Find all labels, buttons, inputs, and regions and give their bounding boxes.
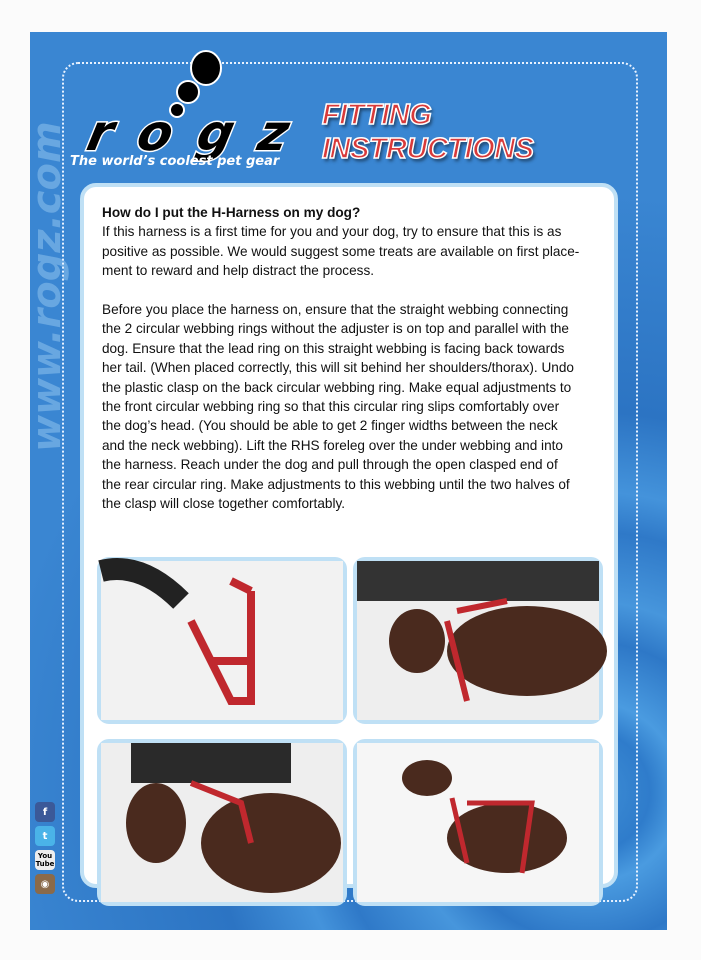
- line: positive as possible. We would suggest some treats are available on first place-: [102, 243, 580, 259]
- facebook-icon[interactable]: f: [35, 802, 55, 822]
- youtube-icon[interactable]: You Tube: [35, 852, 55, 868]
- paragraph-1: [102, 222, 602, 280]
- line: ment to reward and help distract the process.: [102, 263, 375, 279]
- flyer-panel: [24, 32, 667, 930]
- line: and the neck webbing). Lift the RHS foreleg over the under webbing and into: [102, 437, 563, 453]
- svg-text:rogz: rogz: [82, 103, 295, 162]
- title-line-1: FITTING: [322, 99, 432, 131]
- photo-dog-1: [353, 557, 603, 724]
- line: If this harness is a first time for you and your dog, try to ensure that this is as: [102, 224, 562, 240]
- harness-image: [101, 561, 343, 720]
- website-watermark: www.rogz.com: [24, 121, 70, 452]
- line: the rear circular ring. Make adjustments to this webbing until the two halves of: [102, 476, 570, 492]
- line: the front circular webbing ring so that this circular ring slips comfortably over: [102, 399, 560, 415]
- line: her tail. (When placed correctly, this will sit behind her shoulders/thorax). Undo: [102, 360, 574, 376]
- twitter-icon[interactable]: t: [35, 826, 55, 846]
- line: the dog’s head. (You should be able to get 2 finger widths between the neck: [102, 418, 558, 434]
- line: the plastic clasp on the back circular webbing ring. Make equal adjustments to: [102, 379, 572, 395]
- photo-dog-3: [353, 739, 603, 906]
- dog-image: [101, 743, 343, 902]
- instructions-text: [102, 203, 602, 533]
- line: the 2 circular webbing rings without the adjuster is on top and parallel with the: [102, 321, 569, 337]
- instructions-card: [80, 183, 618, 888]
- photo-harness-held: [97, 557, 347, 724]
- title-line-2: INSTRUCTIONS: [322, 133, 534, 165]
- line: the clasp will close together comfortably.: [102, 496, 346, 512]
- dog-image: [357, 743, 599, 902]
- tagline: The world’s coolest pet gear: [70, 154, 280, 169]
- line: the harness. Reach under the dog and pull through the open clasped end of: [102, 457, 558, 473]
- line: dog. Ensure that the lead ring on this straight webbing is facing back towards: [102, 340, 565, 356]
- instagram-icon[interactable]: ◉: [35, 874, 55, 894]
- instructions-heading: How do I put the H-Harness on my dog?: [102, 205, 361, 220]
- paragraph-2: [102, 300, 602, 513]
- photo-dog-2: [97, 739, 347, 906]
- line: Before you place the harness on, ensure that the straight webbing connecting: [102, 302, 569, 318]
- page-title: [322, 98, 534, 166]
- dog-image: [357, 561, 599, 720]
